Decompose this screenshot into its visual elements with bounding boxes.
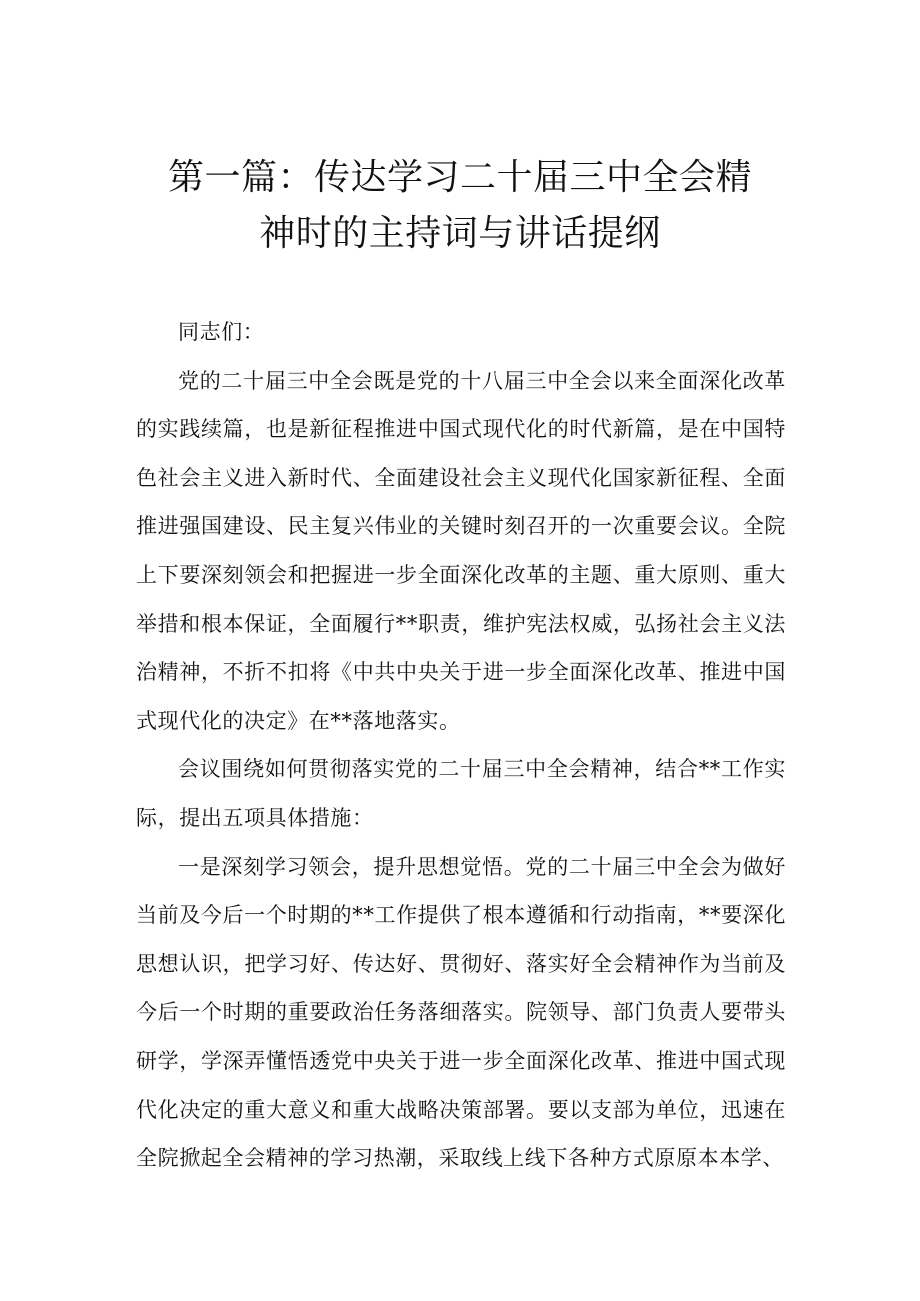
title-line-1: 第一篇：传达学习二十届三中全会精 — [167, 157, 752, 198]
paragraph-1: 党的二十届三中全会既是党的十八届三中全会以来全面深化改革的实践续篇，也是新征程推进中国式现代化的时代新篇，是在中国特色社会主义进入新时代、全面建设社会主义现代化国家新征程、全面推进强国建设、民主复兴伟业的关键时刻召开的一次重要会议。全院上下要深刻领会和把握进一步全面深化改革的主题、重大原则、重大举措和根本保证，全面履行**职责，维护宪法权威，弘扬社会主义法治精神，不折不扣将《中共中央关于进一步全面深化改革、推进中国式现代化的决定》在**落地落实。 — [136, 368, 786, 733]
title-line-2: 神时的主持词与讲话提纲 — [259, 213, 661, 254]
paragraph-2: 会议围绕如何贯彻落实党的二十届三中全会精神，结合**工作实际，提出五项具体措施： — [136, 757, 786, 830]
document-body — [136, 308, 786, 1183]
document-title — [140, 150, 780, 262]
salutation: 同志们： — [178, 320, 265, 344]
paragraph-3: 一是深刻学习领会，提升思想觉悟。党的二十届三中全会为做好当前及今后一个时期的**工作提供了根本遵循和行动指南，**要深化思想认识，把学习好、传达好、贯彻好、落实好全会精神作为当前及今后一个时期的重要政治任务落细落实。院领导、部门负责人要带头研学，学深弄懂悟透党中央关于进一步全面深化改革、推进中国式现代化决定的重大意义和重大战略决策部署。要以支部为单位，迅速在全院掀起全会精神的学习热潮，采取线上线下各种方式原原本本学、 — [136, 854, 786, 1171]
